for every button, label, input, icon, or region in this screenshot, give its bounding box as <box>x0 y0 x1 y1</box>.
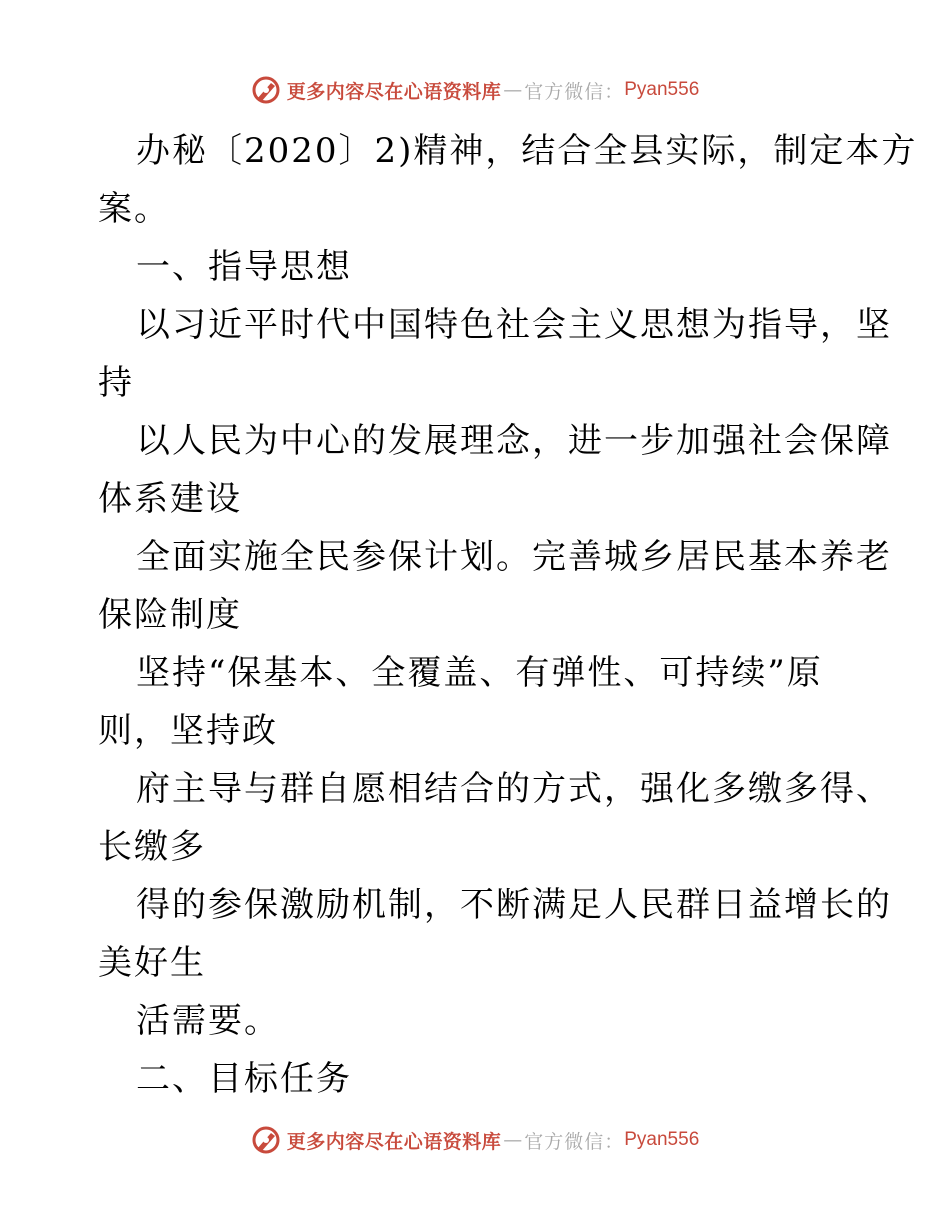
document-line: 得的参保激励机制，不断满足人民群日益增长的 <box>136 885 892 925</box>
pen-circle-logo-icon <box>251 1125 281 1155</box>
document-line: 持 <box>98 363 134 403</box>
pen-circle-logo-icon <box>251 75 281 105</box>
document-line: 案。 <box>98 189 170 229</box>
document-line: 体系建设 <box>98 479 242 519</box>
document-line: 保险制度 <box>98 595 242 635</box>
document-line: 则，坚持政 <box>98 711 278 751</box>
document-line: 全面实施全民参保计划。完善城乡居民基本养老 <box>136 537 892 577</box>
section-heading: 一、指导思想 <box>136 247 352 287</box>
watermark-main-text: 更多内容尽在心语资料库 <box>286 1130 502 1153</box>
watermark-sub-text: 官方微信： <box>524 1130 625 1153</box>
document-line: 以人民为中心的发展理念，进一步加强社会保障 <box>136 421 892 461</box>
watermark-wechat-id: Pyan556 <box>624 79 700 100</box>
watermark-dash: — <box>503 1129 523 1151</box>
document-line: 府主导与群自愿相结合的方式，强化多缴多得、 <box>136 769 892 809</box>
watermark-sub-text: 官方微信： <box>524 80 625 103</box>
section-heading: 二、目标任务 <box>136 1059 352 1099</box>
document-line: 坚持“保基本、全覆盖、有弹性、可持续”原 <box>136 653 823 693</box>
watermark-banner-top <box>0 70 950 110</box>
document-line: 以习近平时代中国特色社会主义思想为指导，坚 <box>136 305 892 345</box>
watermark-dash: — <box>503 79 523 101</box>
document-line: 办秘〔2020〕2)精神，结合全县实际，制定本方 <box>136 131 918 171</box>
document-line: 活需要。 <box>136 1001 280 1041</box>
watermark-wechat-id: Pyan556 <box>624 1129 700 1150</box>
document-line: 美好生 <box>98 943 206 983</box>
document-line: 长缴多 <box>98 827 206 867</box>
watermark-banner-bottom <box>0 1120 950 1160</box>
watermark-main-text: 更多内容尽在心语资料库 <box>286 80 502 103</box>
